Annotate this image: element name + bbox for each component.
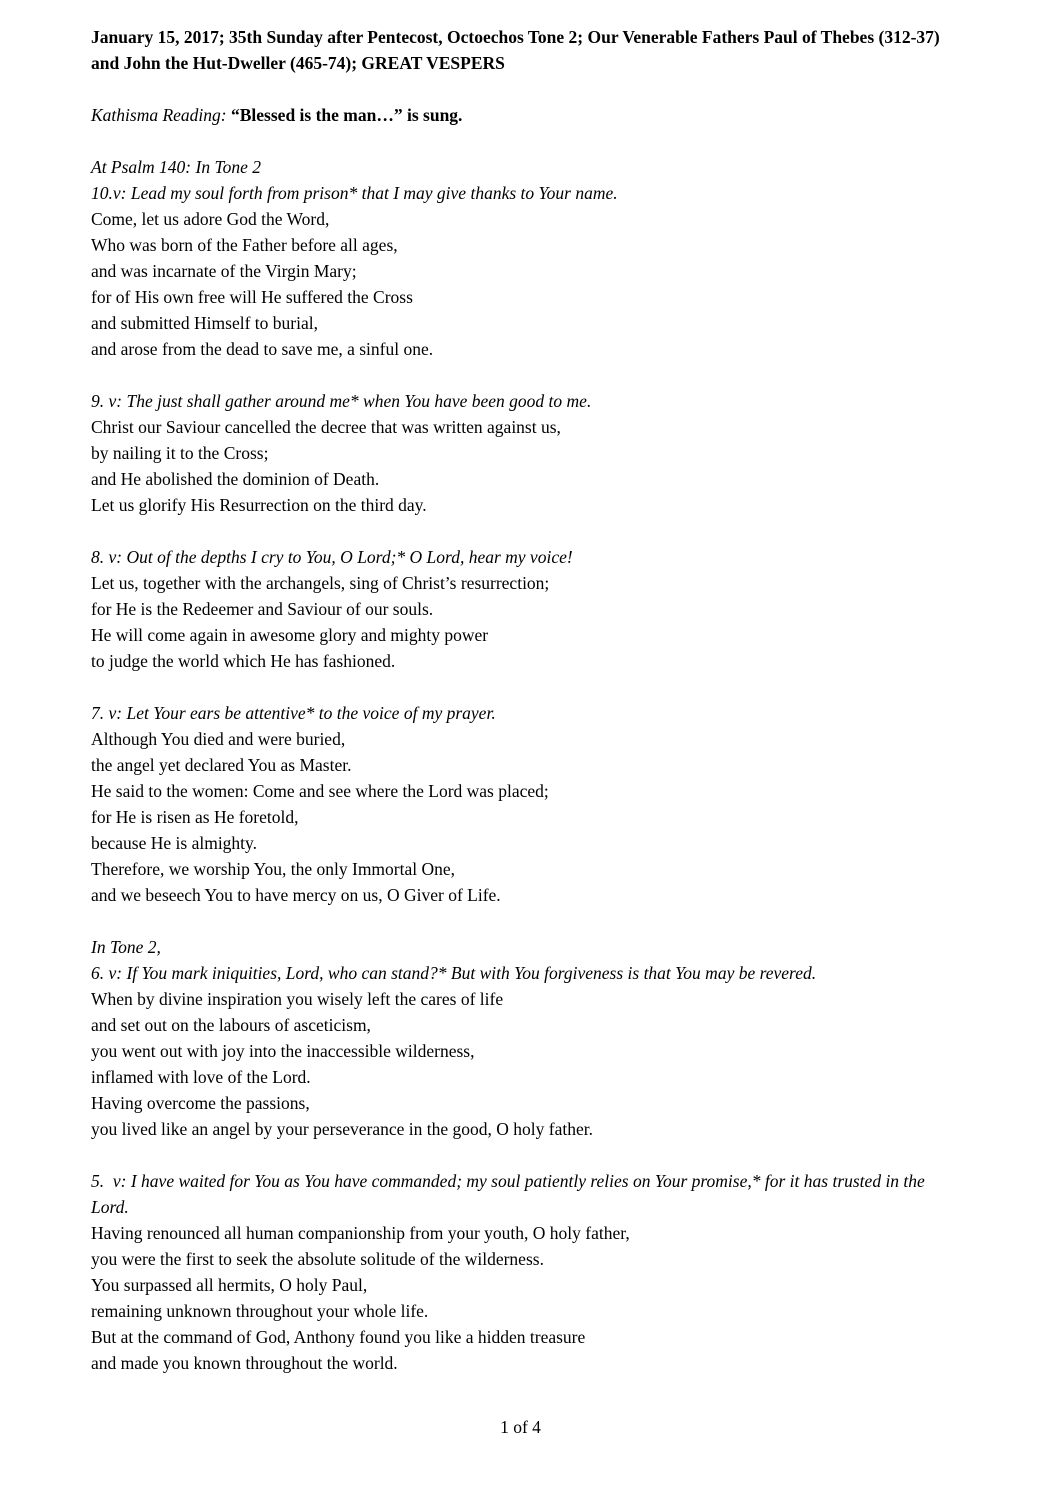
hymn-section: [91, 544, 962, 674]
hymn-line: Having renounced all human companionship from your youth, O holy father,: [91, 1223, 630, 1243]
hymn-line: You surpassed all hermits, O holy Paul,: [91, 1275, 368, 1295]
hymn-line: Who was born of the Father before all ages,: [91, 235, 398, 255]
hymn-line: Therefore, we worship You, the only Immortal One,: [91, 859, 456, 879]
hymn-line: to judge the world which He has fashioned.: [91, 651, 396, 671]
hymn-line: He said to the women: Come and see where the Lord was placed;: [91, 781, 549, 801]
hymn-line: the angel yet declared You as Master.: [91, 755, 352, 775]
hymn-line: Let us glorify His Resurrection on the third day.: [91, 495, 427, 515]
verse-rubric: 5. v: I have waited for You as You have commanded; my soul patiently relies on Your promise,* for it has trusted in the Lord.: [91, 1171, 930, 1217]
hymn-line: Christ our Saviour cancelled the decree that was written against us,: [91, 417, 561, 437]
hymn-line: you were the first to seek the absolute solitude of the wilderness.: [91, 1249, 544, 1269]
hymn-line: by nailing it to the Cross;: [91, 443, 269, 463]
hymn-line: for of His own free will He suffered the Cross: [91, 287, 413, 307]
hymn-line: inflamed with love of the Lord.: [91, 1067, 311, 1087]
verse-rubric: 8. v: Out of the depths I cry to You, O Lord;* O Lord, hear my voice!: [91, 547, 573, 567]
document-title: January 15, 2017; 35th Sunday after Pentecost, Octoechos Tone 2; Our Venerable Fathers Paul of Thebes (312-37) and John the Hut-Dweller (465-74); GREAT VESPERS: [91, 27, 940, 73]
verse-rubric: 9. v: The just shall gather around me* when You have been good to me.: [91, 391, 592, 411]
hymn-line: He will come again in awesome glory and mighty power: [91, 625, 489, 645]
hymn-line: you lived like an angel by your perseverance in the good, O holy father.: [91, 1119, 593, 1139]
document-body: [91, 154, 962, 1376]
hymn-section: [91, 700, 962, 908]
hymn-section: [91, 934, 962, 1142]
verse-rubric: 7. v: Let Your ears be attentive* to the voice of my prayer.: [91, 703, 496, 723]
kathisma-label: Kathisma Reading:: [91, 105, 227, 125]
hymn-line: and set out on the labours of asceticism,: [91, 1015, 371, 1035]
hymn-line: for He is the Redeemer and Saviour of our souls.: [91, 599, 434, 619]
hymn-line: Having overcome the passions,: [91, 1093, 310, 1113]
hymn-line: Although You died and were buried,: [91, 729, 346, 749]
verse-rubric: 6. v: If You mark iniquities, Lord, who can stand?* But with You forgiveness is that You may be revered.: [91, 963, 817, 983]
section-heading: In Tone 2,: [91, 937, 161, 957]
kathisma-rubric: [91, 102, 962, 128]
verse-rubric: 10.v: Lead my soul forth from prison* that I may give thanks to Your name.: [91, 183, 618, 203]
hymn-line: and He abolished the dominion of Death.: [91, 469, 380, 489]
hymn-line: When by divine inspiration you wisely left the cares of life: [91, 989, 504, 1009]
hymn-section: [91, 1168, 962, 1376]
section-heading: At Psalm 140: In Tone 2: [91, 157, 261, 177]
hymn-line: and arose from the dead to save me, a sinful one.: [91, 339, 434, 359]
page-number: 1 of 4: [500, 1416, 541, 1437]
hymn-line: you went out with joy into the inaccessible wilderness,: [91, 1041, 475, 1061]
hymn-line: Let us, together with the archangels, sing of Christ’s resurrection;: [91, 573, 550, 593]
kathisma-text: “Blessed is the man…” is sung.: [231, 105, 463, 125]
hymn-section: [91, 154, 962, 362]
hymn-line: Come, let us adore God the Word,: [91, 209, 330, 229]
hymn-line: But at the command of God, Anthony found you like a hidden treasure: [91, 1327, 586, 1347]
hymn-line: and made you known throughout the world.: [91, 1353, 398, 1373]
hymn-line: and submitted Himself to burial,: [91, 313, 318, 333]
hymn-line: because He is almighty.: [91, 833, 258, 853]
hymn-section: [91, 388, 962, 518]
hymn-line: for He is risen as He foretold,: [91, 807, 299, 827]
hymn-line: and we beseech You to have mercy on us, O Giver of Life.: [91, 885, 501, 905]
hymn-line: and was incarnate of the Virgin Mary;: [91, 261, 357, 281]
hymn-line: remaining unknown throughout your whole life.: [91, 1301, 429, 1321]
